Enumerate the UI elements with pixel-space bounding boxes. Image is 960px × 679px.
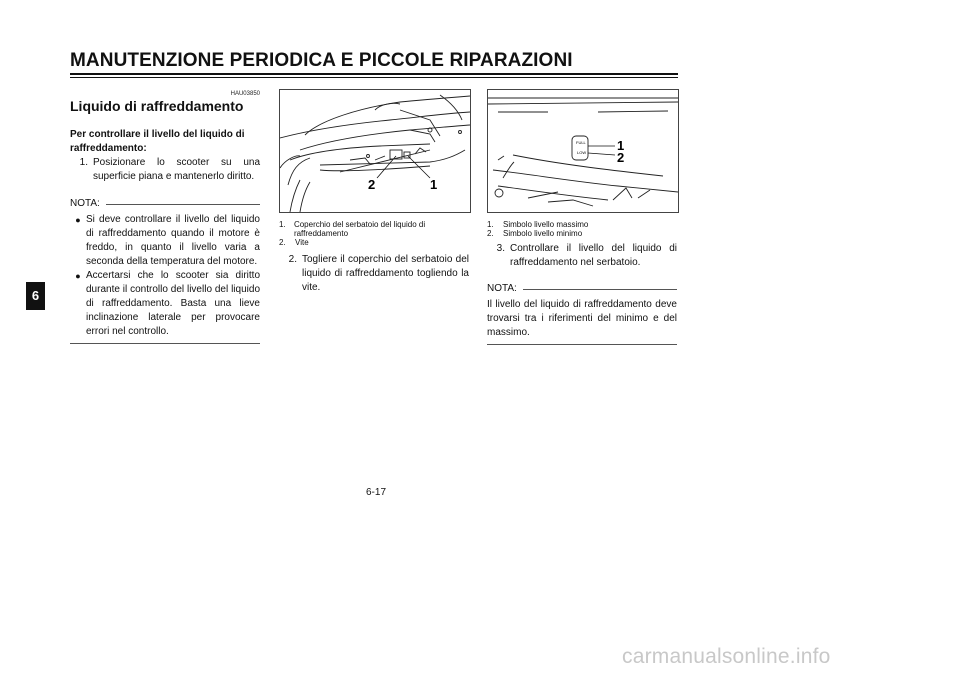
figure-1-captions bbox=[279, 220, 469, 247]
full-mark: FULL bbox=[576, 140, 586, 145]
scooter-side-illustration bbox=[280, 90, 470, 212]
step-2 bbox=[279, 253, 469, 295]
nota-text: Il livello del liquido di raffreddamento deve trovarsi tra i riferimenti del minimo e del massimo. bbox=[487, 299, 677, 338]
caption-number: 2. bbox=[279, 238, 286, 247]
low-mark: LOW bbox=[577, 150, 587, 155]
chapter-tab: 6 bbox=[26, 282, 45, 310]
caption-number: 1. bbox=[279, 220, 286, 229]
nota-rule bbox=[523, 289, 677, 290]
caption-row bbox=[487, 220, 677, 229]
callout-1: 1 bbox=[617, 138, 625, 153]
caption-row bbox=[487, 229, 677, 238]
header-rule bbox=[70, 73, 678, 75]
caption-text: Vite bbox=[295, 238, 309, 247]
nota-rule bbox=[106, 204, 260, 205]
nota-heading bbox=[70, 198, 260, 209]
step-3 bbox=[487, 242, 677, 270]
caption-text: Coperchio del serbatoio del liquido di raffreddamento bbox=[293, 220, 426, 238]
col2-steps bbox=[279, 253, 469, 295]
reservoir-illustration bbox=[488, 90, 678, 212]
figure-2-captions bbox=[487, 220, 677, 238]
caption-number: 2. bbox=[487, 229, 494, 238]
step-number: 3. bbox=[496, 243, 505, 254]
step-number: 1. bbox=[79, 157, 88, 168]
callout-1: 1 bbox=[430, 177, 438, 192]
watermark: carmanualsonline.info bbox=[622, 645, 831, 668]
col1-steps bbox=[70, 156, 260, 184]
page-number: 6-17 bbox=[366, 487, 387, 498]
bullet-text: Accertarsi che lo scooter sia diritto durante il controllo del livello del liquido di raffreddamento. Basta una lieve inclinazione laterale per provocare errori nel controllo. bbox=[86, 270, 260, 337]
section-code: HAU03850 bbox=[230, 91, 260, 97]
nota-end-rule bbox=[487, 344, 677, 345]
caption-row bbox=[279, 220, 469, 238]
figure-coolant-cover bbox=[279, 89, 471, 213]
bullet-text: Si deve controllare il livello del liquido di raffreddamento quando il motore è freddo, in quanto il livello varia a seconda della temperatura del motore. bbox=[86, 214, 260, 267]
caption-row bbox=[279, 238, 469, 247]
caption-text: Simbolo livello minimo bbox=[503, 229, 583, 238]
nota-block-1 bbox=[70, 198, 260, 344]
step-text: Controllare il livello del liquido di raffreddamento nel serbatoio. bbox=[510, 243, 677, 268]
caption-text: Simbolo livello massimo bbox=[503, 220, 589, 229]
nota-block-2 bbox=[487, 283, 677, 345]
procedure-subtitle: Per controllare il livello del liquido di raffreddamento: bbox=[70, 129, 245, 154]
step-text: Togliere il coperchio del serbatoio del liquido di raffreddamento togliendo la vite. bbox=[302, 254, 469, 293]
callout-2: 2 bbox=[617, 150, 625, 165]
nota-bullet bbox=[70, 213, 260, 269]
step-text: Posizionare lo scooter su una superficie piana e mantenerlo diritto. bbox=[93, 157, 260, 182]
bullet-dot: ● bbox=[75, 271, 81, 281]
col3-steps bbox=[487, 242, 677, 270]
step-1 bbox=[70, 156, 260, 184]
callout-2: 2 bbox=[368, 177, 376, 192]
nota-bullet bbox=[70, 269, 260, 339]
nota-label: NOTA: bbox=[70, 198, 100, 209]
section-title: Liquido di raffreddamento bbox=[70, 98, 244, 114]
caption-number: 1. bbox=[487, 220, 494, 229]
nota-heading bbox=[487, 283, 677, 294]
page-header-title: MANUTENZIONE PERIODICA E PICCOLE RIPARAZIONI bbox=[70, 50, 573, 71]
figure-coolant-tank bbox=[487, 89, 679, 213]
header-rule-thin bbox=[70, 77, 678, 78]
bullet-dot: ● bbox=[75, 215, 81, 225]
nota-end-rule bbox=[70, 343, 260, 344]
nota-label: NOTA: bbox=[487, 283, 517, 294]
step-number: 2. bbox=[288, 254, 297, 265]
